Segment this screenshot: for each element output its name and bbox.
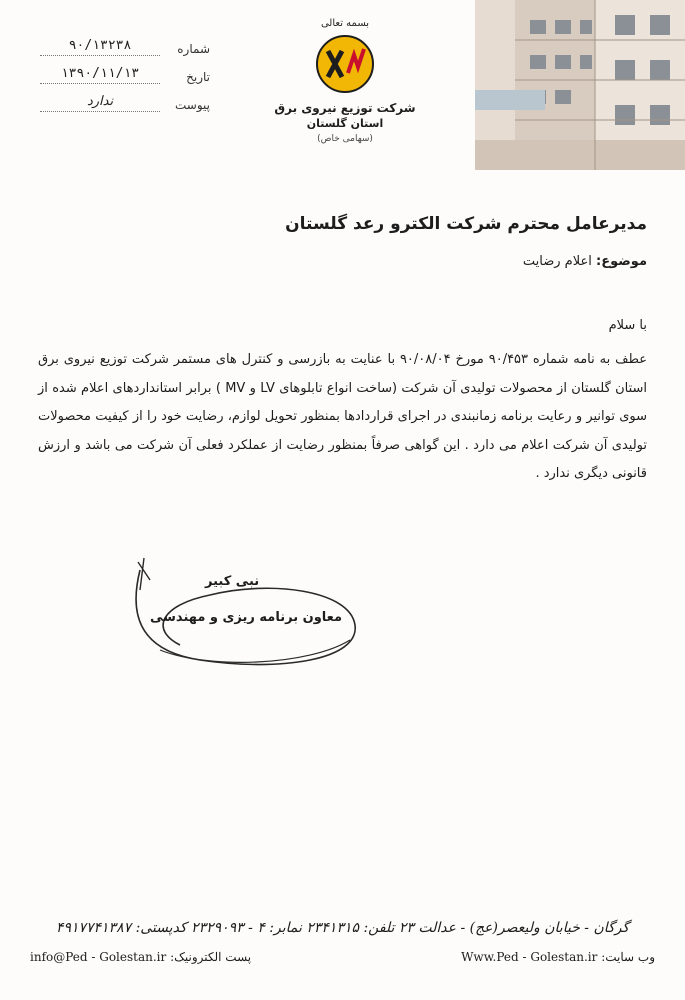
website-label: وب سایت: [601,950,655,964]
subject-label: موضوع: [596,254,647,269]
footer-contact [30,950,655,964]
meta-attachment-row [30,94,210,122]
email-link[interactable]: info@Ped - Golestan.ir [30,950,167,964]
date-label: تاریخ [186,70,210,84]
basmala: بسمه تعالی [320,18,370,29]
signatory-name: نبی کبیر [205,574,260,589]
email-label: پست الکترونیک: [170,950,252,964]
letter-body: عطف به نامه شماره ۹۰/۴۵۳ مورخ ۹۰/۰۸/۰۴ با عنایت به بازرسی و کنترل های مستمر شرکت توزیع نیروی برق استان گلستان از محصولات تولیدی آن شرکت (ساخت انواع تابلوهای LV و MV ) برابر استانداردهای اعلام شده از سوی توانیر و رعایت برنامه زمانبندی در اجرای قراردادها بمنظور تحویل لوازم، رضایت خود را از کیفیت محصولات تولیدی آن شرکت اعلام می دارد . این گواهی صرفاً بمنظور رضایت از عملکرد فعلی آن شرکت می باشد و ارزش قانونی دیگری ندارد . [38,352,648,481]
letter-meta [30,38,210,122]
website-link[interactable]: Www.Ped - Golestan.ir [461,950,598,964]
signatory-title: معاون برنامه ریزی و مهندسی [150,610,343,625]
subject-value: اعلام رضایت [522,254,592,269]
greeting: با سلام [608,318,647,333]
building-photo [475,0,685,170]
meta-date-row [30,66,210,94]
addressee: مدیرعامل محترم شرکت الکترو رعد گلستان [285,214,647,234]
company-province: استان گلستان [306,117,384,130]
letter-footer [30,920,655,964]
date-value: ۱۳۹۰/۱۱/۱۳ [40,66,160,84]
subject-line [523,254,647,269]
footer-email-group [30,950,251,964]
company-logo-icon [314,33,376,95]
company-header [270,18,420,144]
company-name: شرکت توزیع نیروی برق [274,101,416,115]
footer-address: گرگان - خیابان ولیعصر(عج) - عدالت ۲۳ تلفن: ۲۳۴۱۳۱۵ نمابر: ۴ - ۲۳۲۹۰۹۳ کدپستی: ۴۹۱۷۷۴۱۳۸۷ [55,920,630,936]
meta-number-row [30,38,210,66]
attachment-value: ندارد [40,94,160,112]
number-value: ۹۰/۱۳۲۳۸ [40,38,160,56]
footer-website-group [461,950,655,964]
number-label: شماره [177,42,210,56]
company-type: (سهامی خاص) [317,134,373,144]
attachment-label: پیوست [175,98,210,112]
